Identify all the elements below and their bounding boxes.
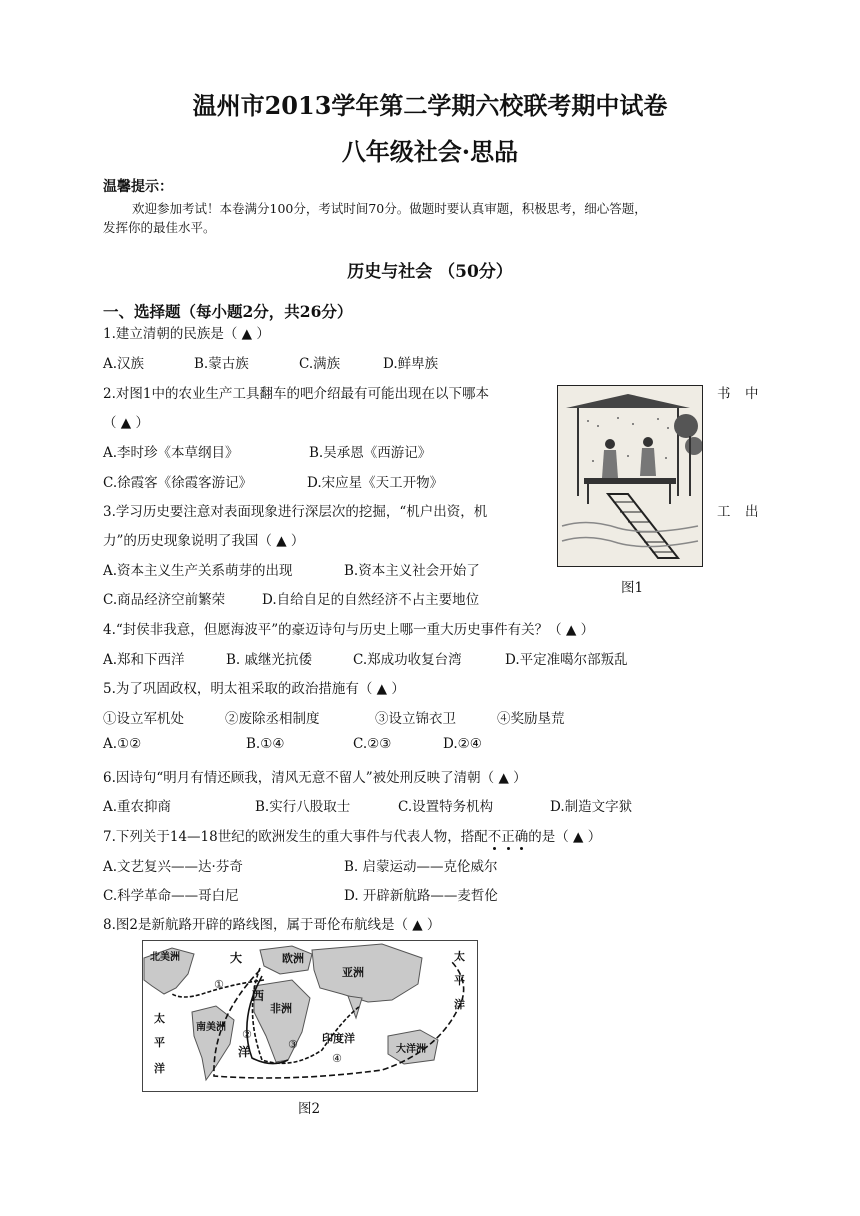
q5-option-b: B.①④ <box>246 736 285 752</box>
q5-statement-4: ④奖励垦荒 <box>497 711 565 727</box>
map-label-indian-ocean: 印度洋 <box>322 1032 355 1045</box>
figure-1-caption: 图1 <box>621 580 644 596</box>
map-route-4: ④ <box>332 1052 342 1065</box>
q6-stem: 6.因诗句“明月有情还顾我，清风无意不留人”被处刑反映了清朝（ ▲ ） <box>103 770 527 786</box>
map-route-2: ② <box>242 1028 252 1041</box>
map-label-pacific-right-3: 洋 <box>454 998 465 1011</box>
q4-option-c: C.郑成功收复台湾 <box>353 652 462 668</box>
q7-option-b: B. 启蒙运动——克伦威尔 <box>344 859 498 875</box>
q6-option-c: C.设置特务机构 <box>398 799 494 815</box>
map-label-pacific-left-1: 太 <box>154 1012 165 1025</box>
q5-option-c: C.②③ <box>353 736 392 752</box>
sea-routes-map <box>142 940 478 1092</box>
map-label-africa: 非洲 <box>270 1002 292 1015</box>
q2-option-c: C.徐霞客《徐霞客游记》 <box>103 475 253 491</box>
q7-option-c: C.科学革命——哥白尼 <box>103 888 239 904</box>
q5-statement-2: ②废除丞相制度 <box>225 711 320 727</box>
q3-stem-tail-1: 工 <box>717 504 731 520</box>
q5-option-d: D.②④ <box>443 736 482 752</box>
q2-option-d: D.宋应星《天工开物》 <box>307 475 444 491</box>
q5-statement-3: ③设立锦衣卫 <box>375 711 456 727</box>
q1-option-b: B.蒙古族 <box>194 356 249 372</box>
q6-option-b: B.实行八股取士 <box>255 799 351 815</box>
q4-option-d: D.平定准噶尔部叛乱 <box>505 652 628 668</box>
q4-option-b: B. 戚继光抗倭 <box>226 652 313 668</box>
map-route-3: ③ <box>288 1038 298 1051</box>
figure-1-image <box>557 385 703 567</box>
q2-stem-tail-2: 中 <box>745 386 759 402</box>
q7-option-a: A.文艺复兴——达·芬奇 <box>103 859 243 875</box>
map-label-da: 大 <box>230 951 243 965</box>
q7-emphasis-char-1: 不 <box>488 829 502 845</box>
q1-stem: 1.建立清朝的民族是（ ▲ ） <box>103 326 270 342</box>
q1-option-d: D.鲜卑族 <box>383 356 439 372</box>
map-label-pacific-left-2: 平 <box>154 1036 165 1049</box>
map-label-pacific-right-1: 太 <box>454 950 465 963</box>
map-label-north-america: 北美洲 <box>150 952 180 963</box>
q1-option-a: A.汉族 <box>103 356 145 372</box>
tips-line-1: 欢迎参加考试！本卷满分100分，考试时间70分。做题时要认真审题，积极思考，细心答题， <box>132 201 647 216</box>
q8-stem: 8.图2是新航路开辟的路线图，属于哥伦布航线是（ ▲ ） <box>103 917 441 933</box>
tips-label: 温馨提示： <box>103 179 173 195</box>
q3-option-b: B.资本主义社会开始了 <box>344 563 480 579</box>
q2-paren: （ ▲ ） <box>103 415 149 431</box>
q5-statement-1: ①设立军机处 <box>103 711 184 727</box>
q5-stem: 5.为了巩固政权，明太祖采取的政治措施有（ ▲ ） <box>103 681 405 697</box>
q3-option-d: D.自给自足的自然经济不占主要地位 <box>262 592 480 608</box>
q3-stem-2: 力”的历史现象说明了我国（ ▲ ） <box>103 533 305 549</box>
q3-option-a: A.资本主义生产关系萌芽的出现 <box>103 563 293 579</box>
tips-line-2: 发挥你的最佳水平。 <box>103 220 216 235</box>
q7-stem-pre: 7.下列关于14—18世纪的欧洲发生的重大事件与代表人物，搭配 <box>103 829 488 845</box>
figure-2-caption: 图2 <box>298 1101 321 1117</box>
map-label-pacific-left-3: 洋 <box>154 1062 165 1075</box>
map-label-yang: 洋 <box>238 1045 251 1059</box>
q4-stem: 4.“封侯非我意，但愿海波平”的豪迈诗句与历史上哪一重大历史事件有关？（ ▲ ） <box>103 622 595 638</box>
q4-option-a: A.郑和下西洋 <box>103 652 185 668</box>
q7-stem-post: 的是（ ▲ ） <box>528 829 602 845</box>
q2-stem-tail-1: 书 <box>717 386 731 402</box>
map-label-asia: 亚洲 <box>342 966 364 979</box>
map-label-xi: 西 <box>252 989 265 1003</box>
q3-stem: 3.学习历史要注意对表面现象进行深层次的挖掘，“机户出资，机 <box>103 504 488 520</box>
q2-option-b: B.吴承恩《西游记》 <box>309 445 432 461</box>
waterwheel-illustration <box>558 386 702 566</box>
q6-option-a: A.重农抑商 <box>103 799 172 815</box>
q7-stem <box>103 825 601 845</box>
q2-stem: 2.对图1中的农业生产工具翻车的吧介绍最有可能出现在以下哪本 <box>103 386 489 402</box>
exam-subtitle: 八年级社会·思品 <box>341 137 519 166</box>
q5-option-a: A.①② <box>103 736 142 752</box>
part-title: 一、选择题（每小题2分，共26分） <box>103 302 353 321</box>
q6-option-d: D.制造文字狱 <box>550 799 633 815</box>
q1-option-c: C.满族 <box>299 356 341 372</box>
map-label-europe: 欧洲 <box>282 952 304 965</box>
q7-emphasis-char-3: 确 <box>515 829 529 845</box>
q3-stem-tail-2: 出 <box>745 504 759 520</box>
q2-option-a: A.李时珍《本草纲目》 <box>103 445 239 461</box>
exam-title: 温州市2013学年第二学期六校联考期中试卷 <box>192 91 668 120</box>
map-label-pacific-right-2: 平 <box>454 974 465 987</box>
figure-2-map <box>142 940 478 1092</box>
map-label-south-america: 南美洲 <box>196 1022 226 1033</box>
q7-emphasis-char-2: 正 <box>501 829 515 845</box>
section-title: 历史与社会 （50分） <box>347 262 513 282</box>
q3-option-c: C.商品经济空前繁荣 <box>103 592 226 608</box>
map-label-oceania: 大洋洲 <box>396 1044 426 1055</box>
map-route-1: ① <box>214 978 224 991</box>
q7-option-d: D. 开辟新航路——麦哲伦 <box>344 888 498 904</box>
